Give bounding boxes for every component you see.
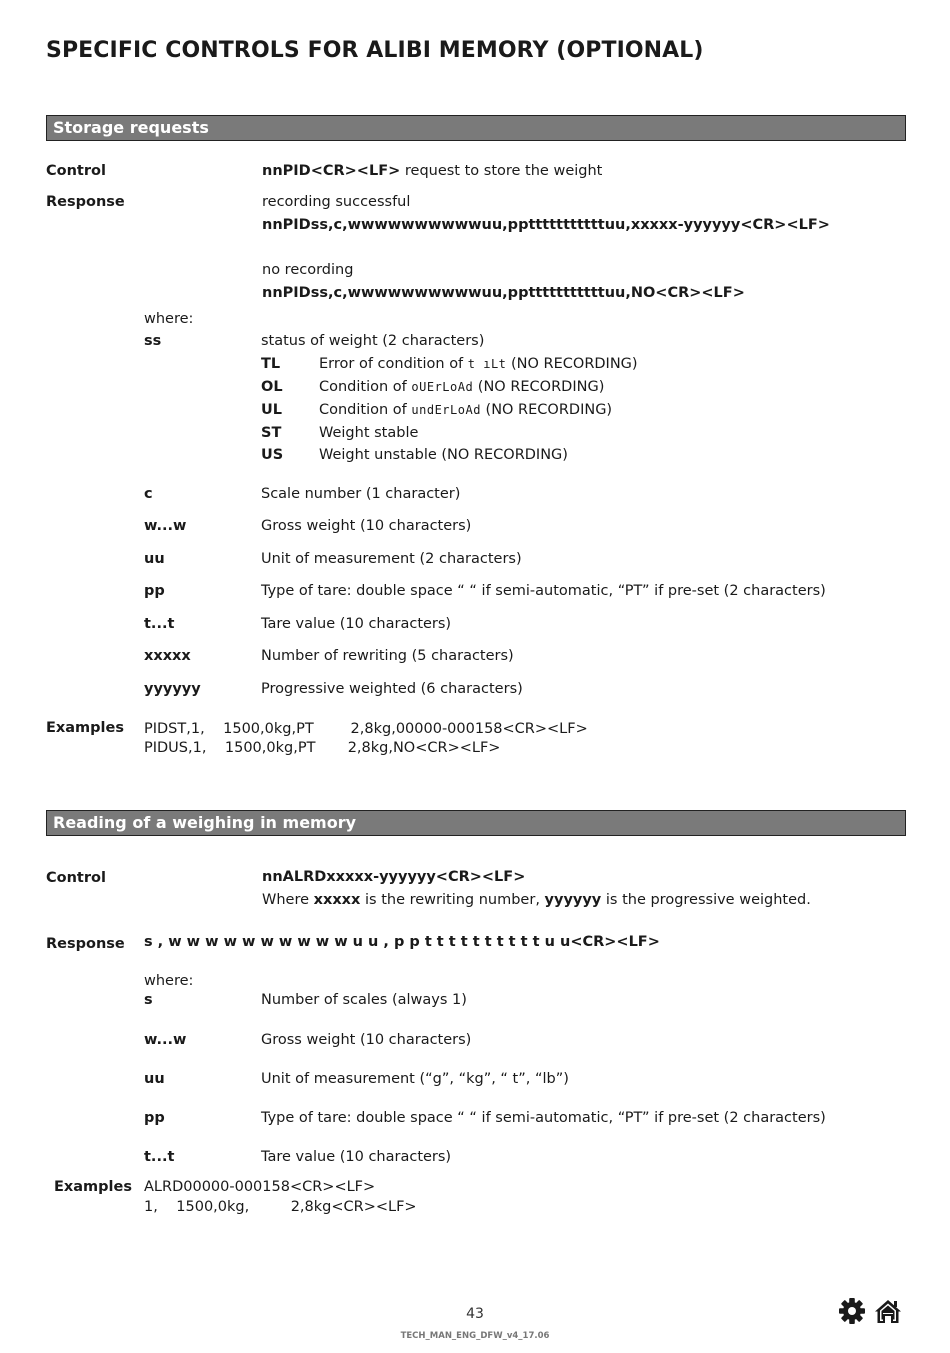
field-label: yyyyyy <box>144 681 201 697</box>
status-code: US <box>261 447 284 463</box>
response-label: Response <box>46 194 125 210</box>
field-description: Type of tare: double space “ “ if semi-automatic, “PT” if pre-set (2 characters) <box>261 1110 826 1126</box>
field-label: uu <box>144 1071 165 1087</box>
gear-icon[interactable] <box>838 1297 866 1325</box>
field-label: t...t <box>144 616 175 632</box>
lcd-display-text: undErLoAd <box>411 403 481 417</box>
status-description: Weight stable <box>319 425 419 441</box>
field-label: ss <box>144 333 162 349</box>
field-label: t...t <box>144 1149 175 1165</box>
field-label: w...w <box>144 518 187 534</box>
page-number: 43 <box>466 1306 484 1322</box>
status-description: Condition of oUErLoAd (NO RECORDING) <box>319 379 605 395</box>
control-label: Control <box>46 870 106 886</box>
field-label: w...w <box>144 1032 187 1048</box>
lcd-display-text: oUErLoAd <box>411 380 474 394</box>
field-description: status of weight (2 characters) <box>261 333 485 349</box>
status-code: TL <box>261 356 281 372</box>
example-line: PIDUS,1, 1500,0kg,PT 2,8kg,NO<CR><LF> <box>144 740 501 756</box>
success-text: recording successful <box>262 194 411 210</box>
control-label: Control <box>46 163 106 179</box>
field-label: uu <box>144 551 165 567</box>
field-description: Progressive weighted (6 characters) <box>261 681 523 697</box>
example-line: 1, 1500,0kg, 2,8kg<CR><LF> <box>144 1199 417 1215</box>
control-note: Where xxxxx is the rewriting number, yyyyyy is the progressive weighted. <box>262 892 811 908</box>
home-icon[interactable] <box>874 1297 902 1325</box>
status-description: Error of condition of t ıLt (NO RECORDING) <box>319 356 638 372</box>
norecording-text: no recording <box>262 262 354 278</box>
field-description: Unit of measurement (2 characters) <box>261 551 522 567</box>
field-description: Gross weight (10 characters) <box>261 518 472 534</box>
field-label: pp <box>144 1110 165 1126</box>
norecording-command: nnPIDss,c,wwwwwwwwwwuu,pptttttttttttuu,NO<CR><LF> <box>262 285 745 301</box>
page-title: SPECIFIC CONTROLS FOR ALIBI MEMORY (OPTIONAL) <box>46 38 704 63</box>
response-label: Response <box>46 936 125 952</box>
status-description: Weight unstable (NO RECORDING) <box>319 447 568 463</box>
status-code: OL <box>261 379 283 395</box>
response-command: s , w w w w w w w w w w u u , p p t t t t t t t t t t u u<CR><LF> <box>144 934 660 950</box>
example-line: ALRD00000-000158<CR><LF> <box>144 1179 376 1195</box>
status-code: UL <box>261 402 283 418</box>
where-label: where: <box>144 311 194 327</box>
field-label: xxxxx <box>144 648 191 664</box>
field-description: Tare value (10 characters) <box>261 616 452 632</box>
field-description: Unit of measurement (“g”, “kg”, “ t”, “lb”) <box>261 1071 569 1087</box>
field-label: c <box>144 486 153 502</box>
field-description: Number of rewriting (5 characters) <box>261 648 514 664</box>
control-text <box>262 161 602 181</box>
lcd-display-text: t ıLt <box>467 357 507 371</box>
section-header-storage: Storage requests <box>46 115 906 141</box>
field-description: Tare value (10 characters) <box>261 1149 452 1165</box>
example-line: PIDST,1, 1500,0kg,PT 2,8kg,00000-000158<CR><LF> <box>144 721 588 737</box>
field-description: Type of tare: double space “ “ if semi-automatic, “PT” if pre-set (2 characters) <box>261 583 826 599</box>
examples-label: Examples <box>54 1179 132 1195</box>
control-command: nnPID<CR><LF> <box>262 163 401 179</box>
control-description: request to store the weight <box>400 163 603 179</box>
document-code: TECH_MAN_ENG_DFW_v4_17.06 <box>400 1331 550 1341</box>
examples-label: Examples <box>46 720 124 736</box>
success-command: nnPIDss,c,wwwwwwwwwwuu,pptttttttttttuu,xxxxx-yyyyyy<CR><LF> <box>262 217 830 233</box>
control-command: nnALRDxxxxx-yyyyyy<CR><LF> <box>262 869 526 885</box>
section-header-reading: Reading of a weighing in memory <box>46 810 906 836</box>
field-description: Scale number (1 character) <box>261 486 461 502</box>
field-description: Number of scales (always 1) <box>261 992 467 1008</box>
status-description: Condition of undErLoAd (NO RECORDING) <box>319 402 613 418</box>
field-description: Gross weight (10 characters) <box>261 1032 472 1048</box>
where-label: where: <box>144 973 194 989</box>
field-label: pp <box>144 583 165 599</box>
field-label: s <box>144 992 153 1008</box>
status-code: ST <box>261 425 282 441</box>
